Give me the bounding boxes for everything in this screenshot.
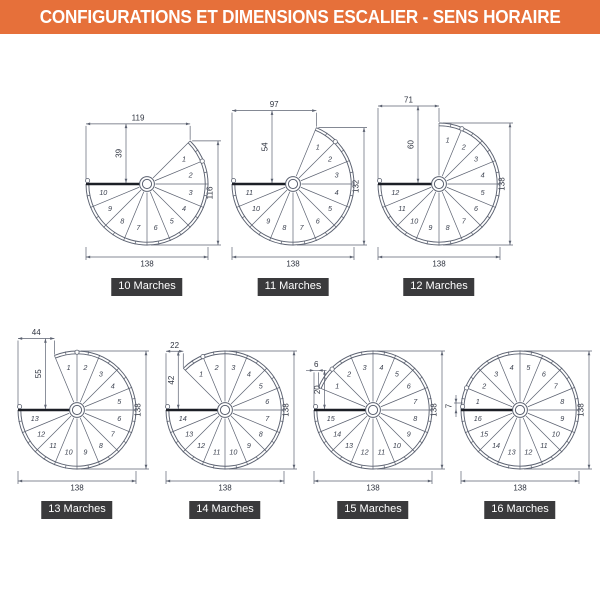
stair-panel-16-marches: [444, 318, 596, 515]
step-number: 8: [413, 413, 418, 423]
step-edge: [271, 192, 290, 238]
step-number: 9: [266, 216, 271, 226]
dim-arrow: [441, 351, 444, 355]
step-number: 8: [282, 223, 287, 233]
stair-count-badge: 10 Marches: [111, 278, 182, 296]
dim-arrow: [177, 405, 180, 409]
dim-arrow: [293, 351, 296, 355]
rail-post-ring: [330, 367, 334, 371]
dimension-value: 138: [513, 483, 527, 493]
dimension-value: 138: [286, 259, 300, 269]
dimension-value: 138: [140, 259, 154, 269]
dimension-value: 71: [404, 95, 413, 105]
step-number: 13: [30, 413, 39, 423]
step-number: 3: [334, 170, 339, 180]
step-edge: [155, 162, 201, 181]
center-pole: [366, 403, 381, 418]
rim-tick: [117, 450, 119, 452]
step-edge: [381, 388, 425, 406]
dim-arrow: [280, 480, 284, 483]
dim-arrow: [86, 256, 90, 259]
rail-post-ring: [460, 127, 464, 131]
step-number: 6: [117, 413, 122, 423]
dimension-value: 54: [260, 142, 270, 152]
step-number: 7: [553, 381, 558, 391]
dim-arrow: [271, 111, 274, 115]
step-number: 10: [251, 204, 260, 214]
dimension-value: 138: [281, 403, 291, 417]
step-number: 5: [394, 369, 399, 379]
dim-arrow: [232, 256, 236, 259]
dimension-value: 138: [133, 403, 143, 417]
step-number: 10: [99, 188, 108, 198]
dimension-value: 42: [166, 375, 176, 385]
dimension-value: 44: [31, 327, 41, 337]
step-number: 11: [398, 204, 406, 214]
step-number: 5: [526, 363, 531, 373]
step-number: 6: [541, 369, 546, 379]
step-edge: [447, 187, 493, 206]
rim-tick: [395, 225, 397, 227]
step-number: 9: [560, 413, 565, 423]
step-number: 11: [245, 188, 254, 198]
dimension-value: 116: [205, 186, 215, 200]
center-pole: [513, 403, 528, 418]
dim-arrow: [125, 124, 128, 128]
rim-tick: [249, 225, 251, 227]
rim-tick: [560, 450, 562, 452]
step-number: 6: [265, 396, 270, 406]
step-number: 8: [98, 441, 103, 451]
step-edge: [296, 128, 316, 177]
dimension-value: 39: [114, 148, 124, 158]
step-number: 7: [461, 216, 466, 226]
step-number: 2: [328, 154, 333, 164]
rim-tick: [35, 450, 37, 452]
rail-post-ring: [314, 405, 318, 409]
step-number: 4: [182, 204, 187, 214]
diagram-area: [0, 34, 600, 600]
dimension-value: 7: [444, 403, 454, 409]
step-number: 13: [507, 447, 516, 457]
rail-post-ring: [464, 386, 468, 390]
dim-arrow: [378, 105, 382, 108]
stair-panel-12-marches: [352, 89, 526, 292]
dim-arrow: [44, 338, 47, 342]
dim-arrow: [455, 399, 458, 403]
step-number: 4: [110, 381, 115, 391]
step-number: 14: [333, 429, 342, 439]
stair-count-badge: 13 Marches: [41, 501, 112, 519]
dimension-value: 119: [131, 113, 145, 123]
center-pole: [432, 177, 447, 192]
dimension-value: 132: [351, 179, 361, 194]
rim-tick: [103, 225, 105, 227]
rail-post-ring: [461, 405, 465, 409]
dim-arrow: [50, 337, 54, 340]
stair-panel-15-marches: [297, 318, 449, 515]
dimension-value: 138: [366, 483, 380, 493]
dimension-value: 97: [269, 100, 279, 110]
rim-tick: [188, 225, 190, 227]
dim-arrow: [166, 480, 170, 483]
step-number: 8: [258, 429, 263, 439]
step-number: 9: [107, 204, 112, 214]
stair-drawing-14: [149, 318, 301, 496]
dim-arrow: [318, 369, 322, 372]
stair-count-badge: 16 Marches: [484, 501, 555, 519]
step-edge: [528, 388, 572, 406]
dim-arrow: [44, 405, 47, 409]
step-number: 5: [258, 381, 263, 391]
stair-count-badge: 14 Marches: [189, 501, 260, 519]
step-number: 13: [345, 441, 354, 451]
step-number: 7: [413, 396, 418, 406]
step-number: 7: [299, 223, 304, 233]
step-number: 1: [182, 154, 187, 164]
step-number: 14: [178, 413, 187, 423]
step-number: 11: [212, 447, 221, 457]
step-edge: [233, 413, 277, 431]
step-number: 13: [185, 429, 194, 439]
step-number: 9: [246, 441, 251, 451]
step-number: 4: [246, 369, 251, 379]
dim-arrow: [125, 179, 128, 183]
dim-arrow: [132, 480, 136, 483]
dim-arrow: [417, 106, 420, 110]
step-number: 2: [214, 363, 219, 373]
dim-arrow: [179, 350, 183, 353]
center-pole: [286, 177, 301, 192]
step-number: 1: [475, 396, 480, 406]
step-edge: [301, 162, 347, 181]
rim-tick: [480, 140, 482, 142]
step-number: 4: [379, 363, 384, 373]
rail-post-ring: [201, 354, 205, 358]
step-number: 2: [461, 142, 466, 152]
dimension-value: 138: [576, 403, 586, 417]
dim-arrow: [441, 465, 444, 469]
step-edge: [528, 413, 572, 431]
step-number: 1: [66, 363, 71, 373]
step-edge: [498, 358, 516, 402]
step-number: 1: [445, 135, 450, 145]
step-number: 4: [334, 188, 339, 198]
dimension-value: 22: [170, 340, 180, 350]
step-edge: [155, 187, 201, 206]
dim-arrow: [18, 337, 22, 340]
step-edge: [125, 192, 144, 238]
step-number: 8: [445, 223, 450, 233]
stair-count-badge: 12 Marches: [403, 278, 474, 296]
dim-arrow: [588, 351, 591, 355]
step-number: 1: [199, 369, 204, 379]
dim-arrow: [145, 351, 148, 355]
step-number: 3: [474, 154, 479, 164]
header-bar: [0, 0, 600, 34]
dim-arrow: [417, 179, 420, 183]
rail-post-ring: [378, 179, 382, 183]
dim-arrow: [310, 369, 314, 372]
step-number: 5: [480, 188, 485, 198]
step-edge: [351, 358, 369, 402]
dim-arrow: [314, 480, 318, 483]
dim-arrow: [271, 179, 274, 183]
rim-tick: [478, 368, 480, 370]
step-number: 7: [136, 223, 141, 233]
dim-arrow: [166, 350, 170, 353]
stair-panel-13-marches: [1, 318, 153, 515]
step-number: 6: [474, 204, 479, 214]
step-number: 11: [49, 441, 57, 451]
step-number: 8: [120, 216, 125, 226]
step-number: 16: [473, 413, 482, 423]
step-edge: [233, 388, 277, 406]
dim-arrow: [455, 409, 458, 413]
dim-arrow: [435, 105, 439, 108]
page-title: CONFIGURATIONS ET DIMENSIONS ESCALIER - SENS HORAIRE: [39, 6, 561, 27]
step-number: 9: [428, 223, 433, 233]
step-number: 10: [229, 447, 238, 457]
step-edge: [318, 387, 365, 406]
step-number: 9: [83, 447, 88, 457]
step-edge: [85, 388, 129, 406]
rail-post-ring: [75, 350, 79, 354]
dim-arrow: [145, 465, 148, 469]
stair-count-badge: 11 Marches: [258, 278, 329, 296]
step-number: 12: [360, 447, 369, 457]
step-number: 3: [231, 363, 236, 373]
dim-arrow: [509, 123, 512, 127]
dimension-value: 20: [312, 385, 322, 395]
rim-tick: [334, 225, 336, 227]
step-number: 4: [480, 170, 485, 180]
step-number: 6: [153, 223, 158, 233]
step-edge: [468, 388, 512, 406]
stair-drawing-13: [1, 318, 153, 496]
step-number: 1: [315, 142, 320, 152]
stair-drawing-15: [297, 318, 449, 496]
step-number: 2: [347, 369, 352, 379]
step-number: 2: [188, 170, 193, 180]
center-pole: [218, 403, 233, 418]
dim-arrow: [378, 256, 382, 259]
step-number: 5: [169, 216, 174, 226]
dimension-value: 6: [314, 359, 319, 369]
dim-arrow: [18, 480, 22, 483]
step-number: 5: [328, 204, 333, 214]
step-number: 7: [265, 413, 270, 423]
step-edge: [54, 355, 73, 402]
rail-post-ring: [166, 405, 170, 409]
dimension-value: 138: [429, 403, 439, 417]
step-number: 10: [392, 441, 401, 451]
step-number: 2: [482, 381, 487, 391]
dim-arrow: [86, 123, 90, 126]
dimension-value: 55: [33, 369, 43, 379]
dimension-value: 138: [497, 177, 507, 191]
rim-tick: [265, 368, 267, 370]
dim-arrow: [496, 256, 500, 259]
step-edge: [381, 413, 425, 431]
dim-arrow: [232, 109, 236, 112]
dim-arrow: [575, 480, 579, 483]
dim-arrow: [186, 123, 190, 126]
dim-arrow: [588, 465, 591, 469]
step-number: 10: [410, 216, 419, 226]
step-number: 1: [335, 381, 340, 391]
step-number: 15: [326, 413, 335, 423]
step-number: 6: [315, 216, 320, 226]
step-edge: [85, 413, 129, 431]
rail-post-ring: [232, 179, 236, 183]
dimension-value: 60: [406, 140, 416, 149]
dim-arrow: [312, 109, 316, 112]
step-number: 6: [406, 381, 411, 391]
dim-arrow: [509, 241, 512, 245]
rail-post-ring: [333, 140, 337, 144]
rim-tick: [480, 225, 482, 227]
rim-tick: [478, 450, 480, 452]
step-number: 4: [509, 363, 514, 373]
rim-tick: [183, 450, 185, 452]
rim-tick: [560, 368, 562, 370]
step-number: 5: [117, 396, 122, 406]
step-number: 3: [188, 188, 193, 198]
stair-drawing-12: [352, 89, 526, 273]
stair-drawing-16: [444, 318, 596, 496]
rim-tick: [265, 450, 267, 452]
rim-tick: [331, 450, 333, 452]
dim-arrow: [323, 370, 326, 374]
rail-post-ring: [200, 159, 204, 163]
stair-panel-14-marches: [149, 318, 301, 515]
step-number: 10: [551, 429, 560, 439]
step-number: 8: [560, 396, 565, 406]
step-number: 12: [37, 429, 46, 439]
step-number: 7: [110, 429, 115, 439]
dim-arrow: [323, 405, 326, 409]
step-number: 11: [540, 441, 548, 451]
step-number: 12: [524, 447, 533, 457]
step-number: 10: [64, 447, 73, 457]
stair-count-badge: 15 Marches: [337, 501, 408, 519]
center-pole: [70, 403, 85, 418]
step-edge: [417, 192, 436, 238]
step-number: 3: [362, 363, 367, 373]
rail-post-ring: [18, 405, 22, 409]
step-edge: [447, 162, 493, 181]
center-pole: [140, 177, 155, 192]
dim-arrow: [428, 480, 432, 483]
dim-arrow: [293, 465, 296, 469]
dimension-value: 138: [70, 483, 84, 493]
step-number: 2: [83, 363, 88, 373]
step-number: 12: [391, 188, 400, 198]
rim-tick: [413, 368, 415, 370]
step-number: 3: [494, 369, 499, 379]
step-number: 11: [377, 447, 386, 457]
rim-tick: [413, 450, 415, 452]
step-edge: [301, 187, 347, 206]
dimension-value: 138: [432, 259, 446, 269]
step-number: 9: [406, 429, 411, 439]
step-edge: [203, 358, 221, 402]
step-number: 12: [197, 441, 206, 451]
rail-post-ring: [86, 179, 90, 183]
dimension-value: 138: [218, 483, 232, 493]
dim-arrow: [461, 480, 465, 483]
step-number: 3: [98, 369, 103, 379]
step-number: 15: [480, 429, 489, 439]
step-number: 14: [492, 441, 501, 451]
rim-tick: [117, 368, 119, 370]
